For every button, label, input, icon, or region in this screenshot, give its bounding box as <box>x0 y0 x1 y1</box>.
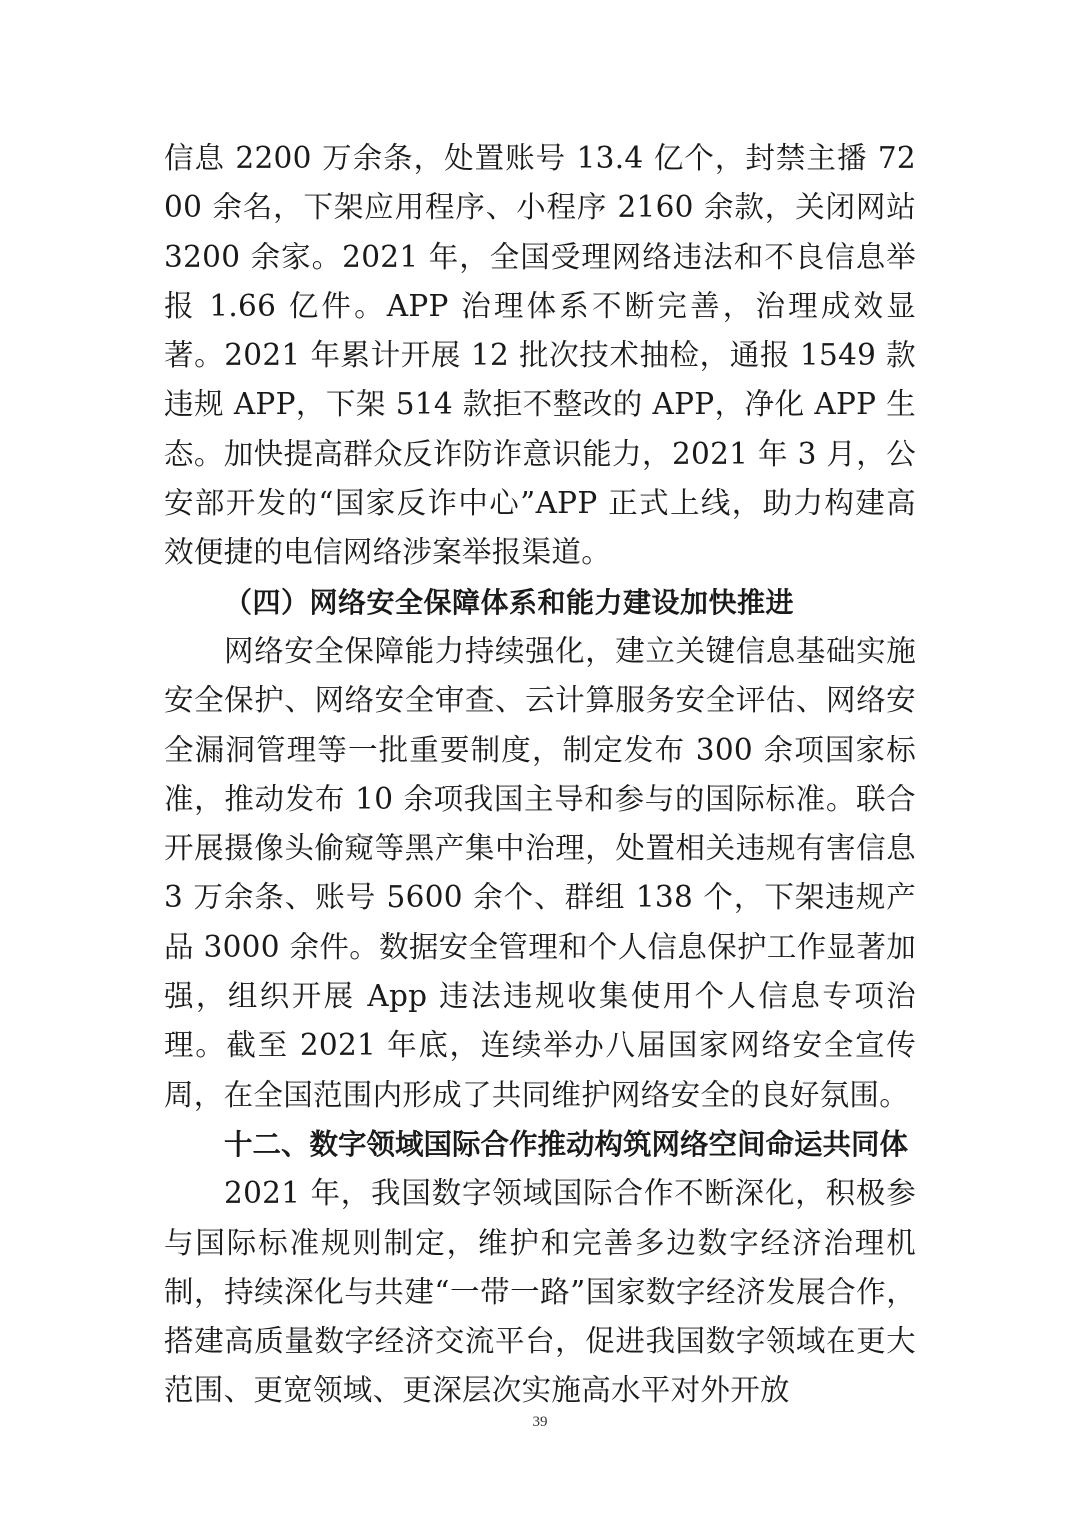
paragraph-international-cooperation: 2021 年，我国数字领域国际合作不断深化，积极参与国际标准规则制定，维护和完善多边数字经济治理机制，持续深化与共建“一带一路”国家数字经济发展合作，搭建高质量数字经济交流平台，促进我国数字领域在更大范围、更宽领域、更深层次实施高水平对外开放 <box>164 1176 916 1408</box>
paragraph-continued: 信息 2200 万余条，处置账号 13.4 亿个，封禁主播 7200 余名，下架应用程序、小程序 2160 余款，关闭网站 3200 余家。2021 年，全国受理网络违法和不良信息举报 1.66 亿件。APP 治理体系不断完善，治理成效显著。2021 年累计开展 12 批次技术抽检，通报 1549 款违规 APP，下架 514 款拒不整改的 APP，净化 APP 生态。加快提高群众反诈防诈意识能力，2021 年 3 月，公安部开发的“国家反诈中心”APP 正式上线，助力构建高效便捷的电信网络涉案举报渠道。 <box>164 141 916 570</box>
paragraph-network-security: 网络安全保障能力持续强化，建立关键信息基础实施安全保护、网络安全审查、云计算服务安全评估、网络安全漏洞管理等一批重要制度，制定发布 300 余项国家标准，推动发布 10 余项我国主导和参与的国际标准。联合开展摄像头偷窥等黑产集中治理，处置相关违规有害信息 3 万余条、账号 5600 余个、群组 138 个，下架违规产品 3000 余件。数据安全管理和个人信息保护工作显著加强，组织开展 App 违法违规收集使用个人信息专项治理。截至 2021 年底，连续举办八届国家网络安全宣传周，在全国范围内形成了共同维护网络安全的良好氛围。 <box>164 633 916 1112</box>
page-number: 39 <box>532 1414 548 1430</box>
page-content <box>164 134 916 1416</box>
section-heading-international-cooperation: 十二、数字领域国际合作推动构筑网络空间命运共同体 <box>224 1127 909 1161</box>
subheading-network-security: （四）网络安全保障体系和能力建设加快推进 <box>224 585 795 619</box>
